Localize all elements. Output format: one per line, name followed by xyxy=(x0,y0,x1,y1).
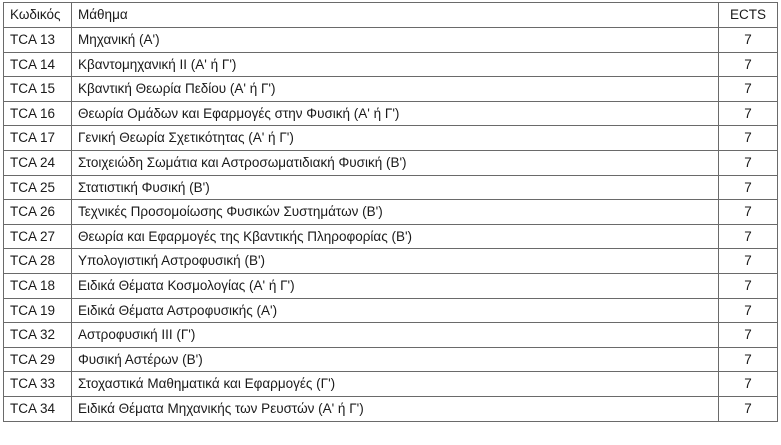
course-code: TCA 24 xyxy=(4,150,72,175)
course-ects: 7 xyxy=(719,101,778,126)
course-code: TCA 32 xyxy=(4,323,72,348)
table-row xyxy=(4,77,778,102)
header-ects: ECTS xyxy=(719,3,778,28)
course-ects: 7 xyxy=(719,28,778,53)
course-title: Φυσική Αστέρων (Β') xyxy=(72,347,719,372)
table-row xyxy=(4,175,778,200)
table-row xyxy=(4,323,778,348)
table-row xyxy=(4,126,778,151)
course-code: TCA 25 xyxy=(4,175,72,200)
course-title: Μηχανική (Α') xyxy=(72,28,719,53)
course-title: Στοχαστικά Μαθηματικά και Εφαρμογές (Γ') xyxy=(72,372,719,397)
course-ects: 7 xyxy=(719,273,778,298)
table-row xyxy=(4,224,778,249)
course-title: Θεωρία Ομάδων και Εφαρμογές στην Φυσική (Α' ή Γ') xyxy=(72,101,719,126)
header-course: Μάθημα xyxy=(72,3,719,28)
table-row xyxy=(4,396,778,421)
course-code: TCA 26 xyxy=(4,200,72,225)
course-title: Ειδικά Θέματα Μηχανικής των Ρευστών (Α' ή Γ') xyxy=(72,396,719,421)
course-title: Στοιχειώδη Σωμάτια και Αστροσωματιδιακή Φυσική (Β') xyxy=(72,150,719,175)
course-title: Ειδικά Θέματα Αστροφυσικής (Α') xyxy=(72,298,719,323)
course-code: TCA 29 xyxy=(4,347,72,372)
course-ects: 7 xyxy=(719,150,778,175)
course-ects: 7 xyxy=(719,298,778,323)
table-row xyxy=(4,200,778,225)
table-row xyxy=(4,52,778,77)
header-code: Κωδικός xyxy=(4,3,72,28)
course-ects: 7 xyxy=(719,323,778,348)
course-ects: 7 xyxy=(719,372,778,397)
course-ects: 7 xyxy=(719,175,778,200)
table-header-row xyxy=(4,3,778,28)
table-row xyxy=(4,249,778,274)
table-row xyxy=(4,298,778,323)
course-code: TCA 19 xyxy=(4,298,72,323)
course-code: TCA 15 xyxy=(4,77,72,102)
course-ects: 7 xyxy=(719,52,778,77)
course-title: Τεχνικές Προσομοίωσης Φυσικών Συστημάτων (Β') xyxy=(72,200,719,225)
course-title: Υπολογιστική Αστροφυσική (Β') xyxy=(72,249,719,274)
table-row xyxy=(4,273,778,298)
table-row xyxy=(4,372,778,397)
course-code: TCA 27 xyxy=(4,224,72,249)
course-code: TCA 18 xyxy=(4,273,72,298)
table-row xyxy=(4,347,778,372)
course-code: TCA 34 xyxy=(4,396,72,421)
table-row xyxy=(4,150,778,175)
course-ects: 7 xyxy=(719,347,778,372)
course-title: Κβαντομηχανική II (Α' ή Γ') xyxy=(72,52,719,77)
course-title: Στατιστική Φυσική (Β') xyxy=(72,175,719,200)
course-ects: 7 xyxy=(719,200,778,225)
course-ects: 7 xyxy=(719,77,778,102)
course-title: Ειδικά Θέματα Κοσμολογίας (Α' ή Γ') xyxy=(72,273,719,298)
table-row xyxy=(4,101,778,126)
course-code: TCA 33 xyxy=(4,372,72,397)
course-code: TCA 16 xyxy=(4,101,72,126)
course-title: Κβαντική Θεωρία Πεδίου (Α' ή Γ') xyxy=(72,77,719,102)
course-ects: 7 xyxy=(719,224,778,249)
course-title: Θεωρία και Εφαρμογές της Κβαντικής Πληροφορίας (Β') xyxy=(72,224,719,249)
table-row xyxy=(4,28,778,53)
course-ects: 7 xyxy=(719,396,778,421)
course-title: Αστροφυσική III (Γ') xyxy=(72,323,719,348)
course-ects: 7 xyxy=(719,126,778,151)
course-code: TCA 14 xyxy=(4,52,72,77)
course-code: TCA 28 xyxy=(4,249,72,274)
course-ects: 7 xyxy=(719,249,778,274)
course-code: TCA 13 xyxy=(4,28,72,53)
courses-table xyxy=(3,2,778,422)
course-title: Γενική Θεωρία Σχετικότητας (Α' ή Γ') xyxy=(72,126,719,151)
course-code: TCA 17 xyxy=(4,126,72,151)
